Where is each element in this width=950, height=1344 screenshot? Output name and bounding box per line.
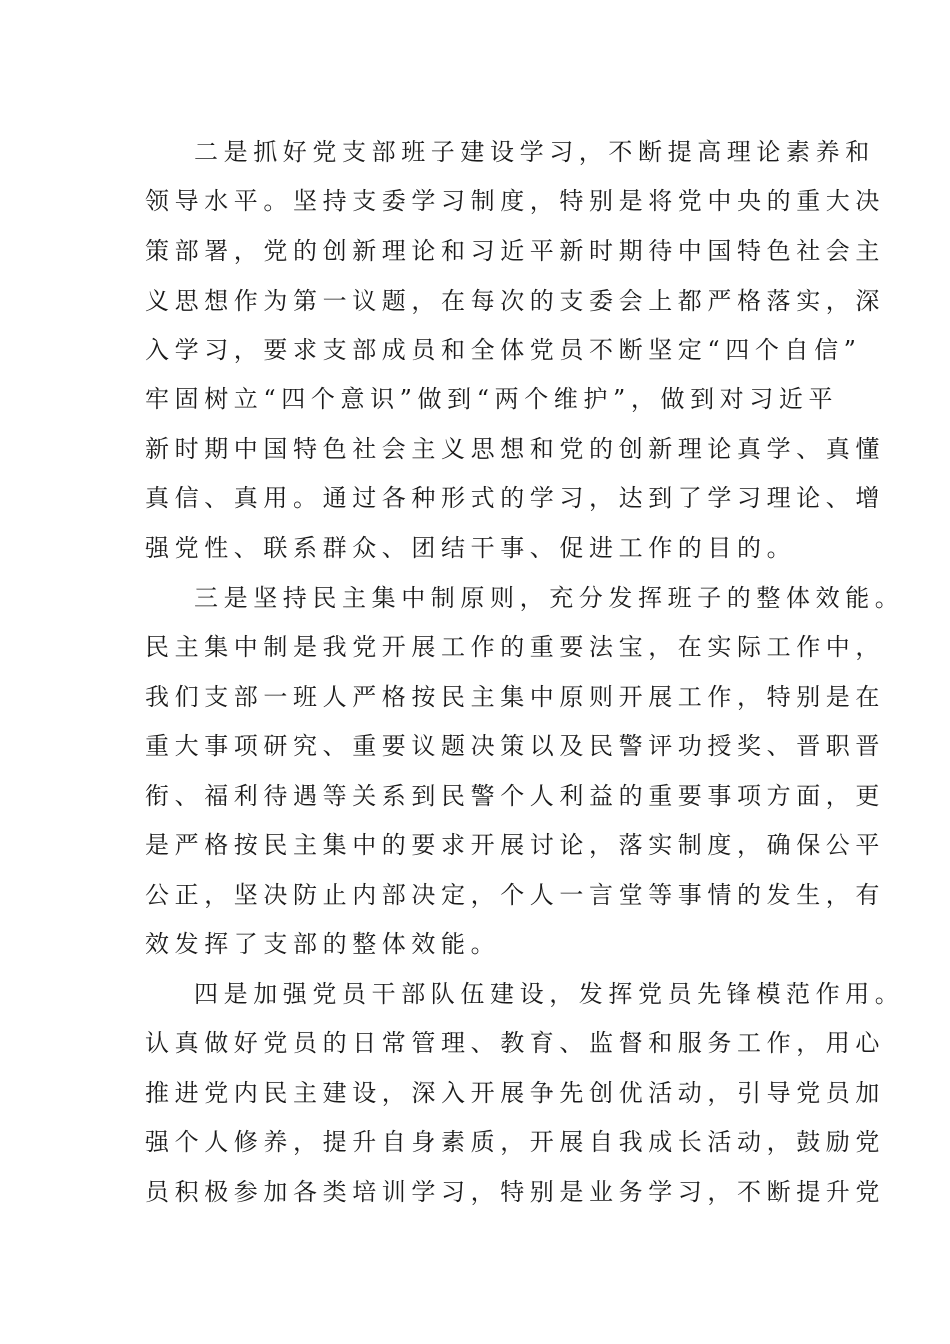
paragraph-2-line-4: 重大事项研究、重要议题决策以及民警评功授奖、晋职晋 [145, 732, 885, 760]
paragraph-3-line-1: 四是加强党员干部队伍建设，发挥党员先锋模范作用。 [194, 980, 905, 1008]
paragraph-1-line-5: 入学习，要求支部成员和全体党员不断坚定“四个自信” [145, 336, 862, 364]
paragraph-2-line-2: 民主集中制是我党开展工作的重要法宝，在实际工作中， [145, 633, 885, 661]
paragraph-1-line-2: 领导水平。坚持支委学习制度，特别是将党中央的重大决 [145, 187, 885, 215]
paragraph-2-line-1: 三是坚持民主集中制原则，充分发挥班子的整体效能。 [194, 584, 905, 612]
paragraph-1-line-4: 义思想作为第一议题，在每次的支委会上都严格落实，深 [145, 287, 885, 315]
paragraph-3-line-3: 推进党内民主建设，深入开展争先创优活动，引导党员加 [145, 1079, 885, 1107]
paragraph-3-line-4: 强个人修养，提升自身素质，开展自我成长活动，鼓励党 [145, 1128, 885, 1156]
paragraph-1-line-9: 强党性、联系群众、团结干事、促进工作的目的。 [145, 534, 797, 562]
paragraph-3-line-2: 认真做好党员的日常管理、教育、监督和服务工作，用心 [145, 1029, 885, 1057]
paragraph-1-line-7: 新时期中国特色社会主义思想和党的创新理论真学、真懂 [145, 435, 885, 463]
paragraph-1-line-1: 二是抓好党支部班子建设学习，不断提高理论素养和 [194, 138, 875, 166]
paragraph-1-line-6: 牢固树立“四个意识”做到“两个维护”，做到对习近平 [145, 385, 839, 413]
paragraph-1-line-3: 策部署，党的创新理论和习近平新时期待中国特色社会主 [145, 237, 885, 265]
paragraph-2-line-7: 公正，坚决防止内部决定，个人一言堂等事情的发生，有 [145, 881, 885, 909]
paragraph-2-line-3: 我们支部一班人严格按民主集中原则开展工作，特别是在 [145, 683, 885, 711]
paragraph-1-line-8: 真信、真用。通过各种形式的学习，达到了学习理论、增 [145, 484, 885, 512]
paragraph-2-line-5: 衔、福利待遇等关系到民警个人利益的重要事项方面，更 [145, 782, 885, 810]
paragraph-2-line-6: 是严格按民主集中的要求开展讨论，落实制度，确保公平 [145, 831, 885, 859]
paragraph-3-line-5: 员积极参加各类培训学习，特别是业务学习，不断提升党 [145, 1178, 885, 1206]
paragraph-2-line-8: 效发挥了支部的整体效能。 [145, 930, 501, 958]
